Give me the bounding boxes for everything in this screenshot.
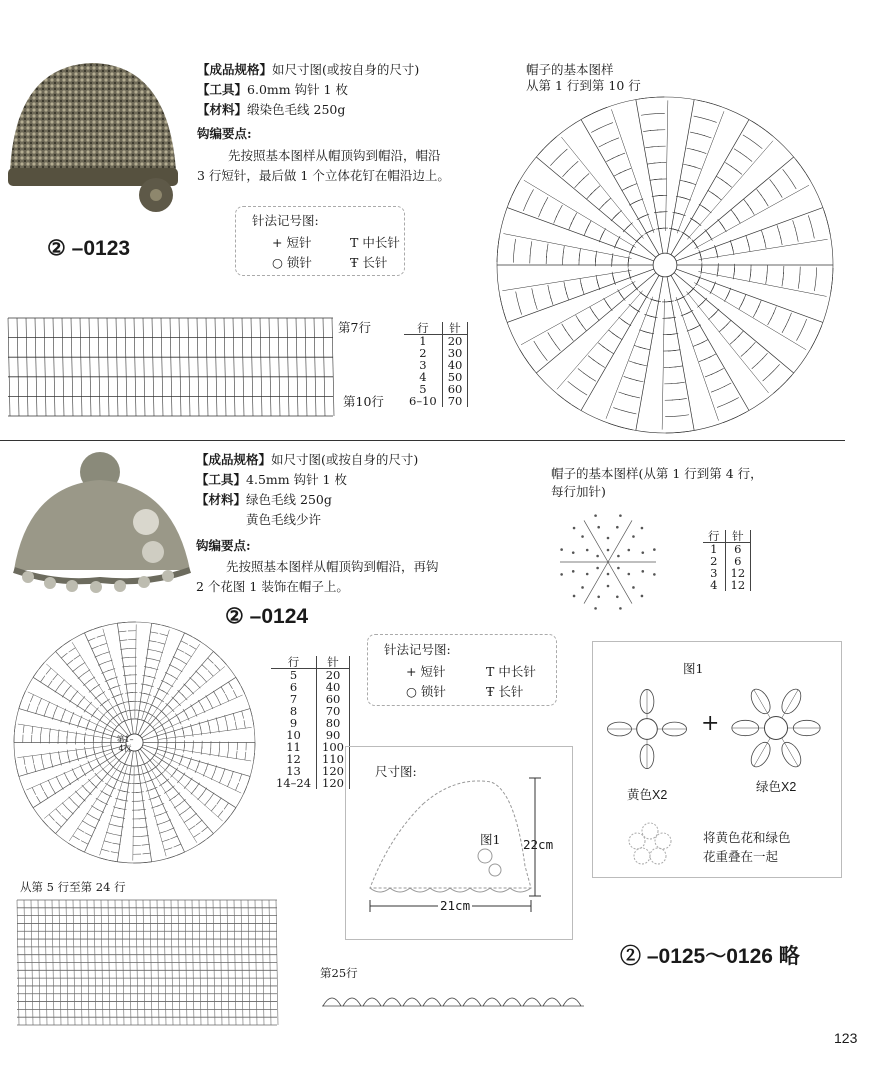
stitch-wedge: [636, 97, 668, 253]
stitch-mark: [594, 514, 597, 517]
shell-stitch: [343, 998, 361, 1006]
stitch-mark: [596, 567, 599, 570]
big-table-cell: 90: [317, 729, 350, 741]
spec-label: 【成品规格】: [196, 452, 272, 467]
table-0123-cell: 4: [404, 371, 442, 383]
stitch-column: [107, 318, 109, 416]
small-radial-chart-0124: [552, 506, 664, 618]
stitch-mark: [641, 570, 644, 573]
spec-value: 如尺寸图(或按自身的尺寸): [272, 62, 420, 77]
stitch-mark: [617, 555, 620, 558]
big-table-cell: 13: [271, 765, 317, 777]
stitch-column: [8, 318, 10, 416]
stitch-wedge: [24, 747, 127, 808]
flower-spoke: [782, 690, 798, 718]
stitch-column: [44, 318, 46, 416]
stitch-column: [314, 318, 316, 416]
small-table-row: [703, 579, 751, 591]
material-label: 【材料】: [196, 492, 247, 507]
combined-flower-icon: [627, 822, 673, 868]
stitch-mark: [586, 573, 589, 576]
small-table-cell: 12: [725, 579, 751, 591]
stitch-column: [278, 318, 280, 416]
stitch-column: [26, 318, 28, 416]
row25-label: 第25行: [320, 966, 358, 980]
tool-value: 4.5mm 钩针 1 枚: [246, 472, 347, 487]
stitch-mark: [607, 549, 610, 552]
sc-symbol-icon: +: [406, 664, 421, 679]
points-line1-0123: 先按照基本图样从帽顶钩到帽沿，帽沿: [228, 148, 441, 163]
stitch-mark: [619, 514, 622, 517]
stitch-column: [116, 318, 118, 416]
size-title: 尺寸图:: [375, 764, 417, 779]
stitch-column: [224, 318, 226, 416]
combine-note1: 将黄色花和绿色: [703, 830, 791, 845]
table-0123-cell: 30: [442, 347, 468, 359]
stitch-wedge: [674, 273, 794, 394]
shell-stitch: [383, 998, 401, 1006]
big-table-cell: 100: [317, 741, 350, 753]
stitch-mark: [627, 549, 630, 552]
stitch-column: [179, 318, 181, 416]
table-0123-cell: 3: [404, 359, 442, 371]
small-table-header-row: [703, 530, 751, 543]
stitch-mark: [572, 570, 575, 573]
stitch-column: [170, 318, 172, 416]
stitch-mark: [594, 607, 597, 610]
stitch-mark: [560, 573, 563, 576]
section-divider: [0, 440, 845, 441]
spec-label: 【成品规格】: [197, 62, 273, 77]
big-table-cell: 40: [317, 681, 350, 693]
stitch-wedge: [662, 277, 694, 433]
material-value: 缎染色毛线 250g: [247, 102, 346, 117]
stitch-wedge: [676, 208, 830, 262]
big-table-cell: 10: [271, 729, 317, 741]
shell-stitch: [483, 998, 501, 1006]
stitch-mark: [560, 548, 563, 551]
big-table-cell: 9: [271, 717, 317, 729]
stitch-column: [161, 318, 163, 416]
rows-5-24-label: 从第 5 行至第 24 行: [20, 880, 126, 894]
table-0123-cell: 70: [442, 395, 468, 407]
stitch-column: [71, 318, 73, 416]
ch-symbol-icon: ○: [406, 684, 421, 699]
row-stitch-chart-0123: [8, 318, 333, 416]
material-label: 【材料】: [197, 102, 248, 117]
diagram-subtitle-0124: 每行加针): [551, 484, 606, 499]
diagram-title-0123: 帽子的基本图样: [526, 62, 614, 77]
big-table-header-cell: 行: [271, 656, 317, 669]
spec-line-0123: [197, 60, 419, 79]
fig1-on-hat-label: 图1: [480, 832, 501, 847]
table-0123-cell: 60: [442, 383, 468, 395]
legend-ch: ○ 锁针: [406, 684, 446, 699]
stitch-wedge: [536, 137, 656, 258]
material-value: 绿色毛线 250g: [246, 492, 332, 507]
stitch-column: [89, 318, 91, 416]
stitch-mark: [597, 526, 600, 529]
stitch-column: [134, 318, 136, 416]
big-table-cell: 5: [271, 669, 317, 682]
stitch-column: [206, 318, 208, 416]
diagram-title-0124: 帽子的基本图样(从第 1 行到第 4 行，: [551, 466, 763, 481]
shell-stitch: [323, 998, 341, 1006]
spoke: [584, 562, 608, 604]
stitch-mark: [586, 549, 589, 552]
stitch-wedge: [677, 263, 833, 297]
stitch-wedge: [520, 273, 656, 373]
pattern-id-0123: ② –0123: [47, 237, 131, 260]
stitch-column: [242, 318, 244, 416]
stitch-mark: [617, 567, 620, 570]
stitch-wedge: [56, 640, 129, 736]
small-table-header-cell: 行: [703, 530, 725, 543]
big-table-cell: 12: [271, 753, 317, 765]
table-0123-cell: 5: [404, 383, 442, 395]
tool-label: 【工具】: [196, 472, 247, 487]
legend-sc: + 短针: [272, 235, 312, 250]
center-rows-label: 第1–4行: [116, 735, 134, 753]
shell-stitch: [503, 998, 521, 1006]
yellow-x2-label: 黄色X2: [627, 788, 668, 802]
stitch-mark: [616, 595, 619, 598]
sc-symbol-icon: +: [272, 235, 287, 250]
small-table-cell: 12: [725, 567, 751, 579]
row7-label: 第7行: [338, 320, 371, 335]
row-stitch-chart-0124: [17, 900, 277, 1025]
stitch-mark: [607, 573, 610, 576]
small-table-cell: 1: [703, 543, 725, 556]
big-table-row: [271, 777, 349, 789]
shell-stitch: [443, 998, 461, 1006]
stitch-wedge: [43, 749, 129, 834]
small-table-header-cell: 针: [725, 530, 751, 543]
big-table-cell: 6: [271, 681, 317, 693]
small-table-cell: 3: [703, 567, 725, 579]
stitch-mark: [641, 527, 644, 530]
ch-symbol-icon: ○: [272, 255, 287, 270]
stitch-legend-0124: [367, 634, 557, 706]
points-title-0124: 钩编要点:: [196, 538, 251, 553]
table-0123-header-cell: 行: [404, 322, 442, 335]
big-table-cell: 80: [317, 717, 350, 729]
stitch-column: [296, 318, 298, 416]
stitch-column: [332, 318, 334, 416]
stitch-column: [98, 318, 100, 416]
big-table-cell: 20: [317, 669, 350, 682]
legend-hdc: T 中长针: [486, 664, 536, 679]
stitch-mark: [607, 537, 610, 540]
stitch-column: [233, 318, 235, 416]
stitch-wedge: [581, 107, 659, 254]
dc-symbol-icon: Ŧ: [350, 255, 363, 270]
stitch-wedge: [68, 750, 131, 852]
table-0123-row: [404, 395, 468, 407]
spec-line-0124: [196, 450, 418, 469]
legend-ch: ○ 锁针: [272, 255, 312, 270]
table-0123-header-row: [404, 322, 468, 335]
stitch-column: [80, 318, 82, 416]
tool-value: 6.0mm 钩针 1 枚: [247, 82, 348, 97]
big-table-header-cell: 针: [317, 656, 350, 669]
stitch-mark: [581, 586, 584, 589]
stitch-mark: [627, 573, 630, 576]
small-table-cell: 2: [703, 555, 725, 567]
pattern-id-0125: ② –0125～0126 略: [620, 945, 800, 968]
big-table-cell: 60: [317, 693, 350, 705]
stitch-column: [269, 318, 271, 416]
points-title-0123: 钩编要点:: [197, 126, 252, 141]
shell-stitch: [463, 998, 481, 1006]
pattern-id-0124: ② –0124: [225, 605, 309, 628]
material-line-0123: [197, 100, 345, 119]
points-line2-0123: 3 行短针，最后做 1 个立体花钉在帽沿边上。: [197, 168, 450, 183]
flower-spoke: [782, 738, 798, 766]
height-dimension: 22cm: [523, 837, 554, 852]
stitch-mark: [573, 595, 576, 598]
big-table-cell: 14–24: [271, 777, 317, 789]
dc-symbol-icon: Ŧ: [486, 684, 499, 699]
stitch-mark: [616, 526, 619, 529]
stitch-mark: [572, 551, 575, 554]
hat-photo-0123: [8, 60, 188, 225]
small-row-stitch-table: [703, 530, 751, 591]
stitch-column: [188, 318, 190, 416]
stitch-column: [152, 318, 154, 416]
spoke: [608, 562, 632, 604]
stitch-column: [215, 318, 217, 416]
table-0123-cell: 1: [404, 335, 442, 348]
hdc-symbol-icon: T: [350, 235, 363, 250]
stitch-mark: [641, 551, 644, 554]
material-line-0124: [196, 490, 332, 509]
stitch-column: [287, 318, 289, 416]
flower-spoke: [754, 738, 770, 766]
flower-center: [637, 719, 658, 740]
stitch-wedge: [497, 234, 653, 268]
stitch-column: [53, 318, 55, 416]
points-line2-0124: 2 个花图 1 装饰在帽子上。: [196, 579, 349, 594]
small-table-cell: 6: [725, 543, 751, 556]
yellow-flower-motif: [604, 686, 690, 772]
row-stitch-table-0123: [404, 322, 468, 407]
tool-line-0123: [197, 80, 348, 99]
stitch-mark: [632, 535, 635, 538]
stitch-mark: [653, 573, 656, 576]
stitch-mark: [596, 555, 599, 558]
table-0123-cell: 2: [404, 347, 442, 359]
table-0123-cell: 6–10: [404, 395, 442, 407]
green-x2-label: 绿色X2: [756, 780, 797, 794]
stitch-mark: [632, 586, 635, 589]
stitch-wedge: [140, 749, 213, 845]
stitch-mark: [581, 535, 584, 538]
stitch-column: [143, 318, 145, 416]
stitch-column: [197, 318, 199, 416]
big-table-cell: 110: [317, 753, 350, 765]
stitch-column: [17, 318, 19, 416]
stitch-wedge: [500, 268, 654, 322]
big-table-cell: 70: [317, 705, 350, 717]
stitch-wedge: [671, 275, 749, 422]
legend-dc: Ŧ 长针: [486, 684, 524, 699]
stitch-column: [35, 318, 37, 416]
radial-crochet-chart-0124: [12, 620, 257, 865]
stitch-wedge: [140, 651, 226, 736]
points-line1-0124: 先按照基本图样从帽顶钩到帽沿，再钩: [226, 559, 439, 574]
stitch-mark: [573, 527, 576, 530]
stitch-wedge: [138, 633, 201, 735]
stitch-mark: [653, 548, 656, 551]
legend-title: 针法记号图:: [384, 642, 451, 657]
stitch-column: [125, 318, 127, 416]
flower-spoke: [754, 690, 770, 718]
stitch-mark: [641, 595, 644, 598]
combine-note2: 花重叠在一起: [703, 849, 779, 864]
tool-label: 【工具】: [197, 82, 248, 97]
legend-sc: + 短针: [406, 664, 446, 679]
plus-sign: +: [701, 711, 720, 736]
hdc-symbol-icon: T: [486, 664, 499, 679]
small-table-cell: 6: [725, 555, 751, 567]
stitch-mark: [607, 585, 610, 588]
radial-crochet-chart-0123: [495, 95, 835, 435]
table-0123-cell: 50: [442, 371, 468, 383]
big-table-header-row: [271, 656, 349, 669]
table-0123-cell: 40: [442, 359, 468, 371]
diagram-subtitle-0123: 从第 1 行到第 10 行: [526, 78, 641, 93]
stitch-column: [62, 318, 64, 416]
row10-label: 第10行: [343, 394, 384, 409]
hat-photo-0124: [8, 450, 193, 605]
spoke: [608, 520, 632, 562]
spec-value: 如尺寸图(或按自身的尺寸): [271, 452, 419, 467]
legend-hdc: T 中长针: [350, 235, 400, 250]
shell-stitch: [543, 998, 561, 1006]
big-table-cell: 120: [317, 777, 350, 789]
shell-stitch: [523, 998, 541, 1006]
legend-dc: Ŧ 长针: [350, 255, 388, 270]
stitch-legend-0123: [235, 206, 405, 276]
flower-center: [764, 716, 787, 739]
material-value2-0124: 黄色毛线少许: [246, 512, 322, 527]
width-dimension: 21cm: [440, 898, 471, 913]
stitch-wedge: [142, 677, 245, 738]
stitch-column: [251, 318, 253, 416]
big-row-stitch-table: [271, 656, 350, 789]
stitch-column: [260, 318, 262, 416]
spoke: [584, 520, 608, 562]
small-table-cell: 4: [703, 579, 725, 591]
tool-line-0124: [196, 470, 347, 489]
big-table-cell: 7: [271, 693, 317, 705]
big-table-cell: 11: [271, 741, 317, 753]
shell-stitch: [403, 998, 421, 1006]
legend-title: 针法记号图:: [252, 213, 319, 228]
shell-stitch: [363, 998, 381, 1006]
page-number: 123: [834, 1030, 858, 1046]
stitch-mark: [619, 607, 622, 610]
table-0123-cell: 20: [442, 335, 468, 348]
big-table-cell: 8: [271, 705, 317, 717]
stitch-column: [323, 318, 325, 416]
stitch-wedge: [674, 157, 810, 257]
shell-stitch: [563, 998, 581, 1006]
big-table-cell: 120: [317, 765, 350, 777]
green-flower-motif: [728, 680, 824, 776]
row25-shell-edging: [322, 988, 587, 1008]
stitch-mark: [597, 595, 600, 598]
figure1-title: 图1: [683, 661, 704, 676]
center-ring: [653, 253, 677, 277]
stitch-column: [305, 318, 307, 416]
table-0123-header-cell: 针: [442, 322, 468, 335]
shell-stitch: [423, 998, 441, 1006]
